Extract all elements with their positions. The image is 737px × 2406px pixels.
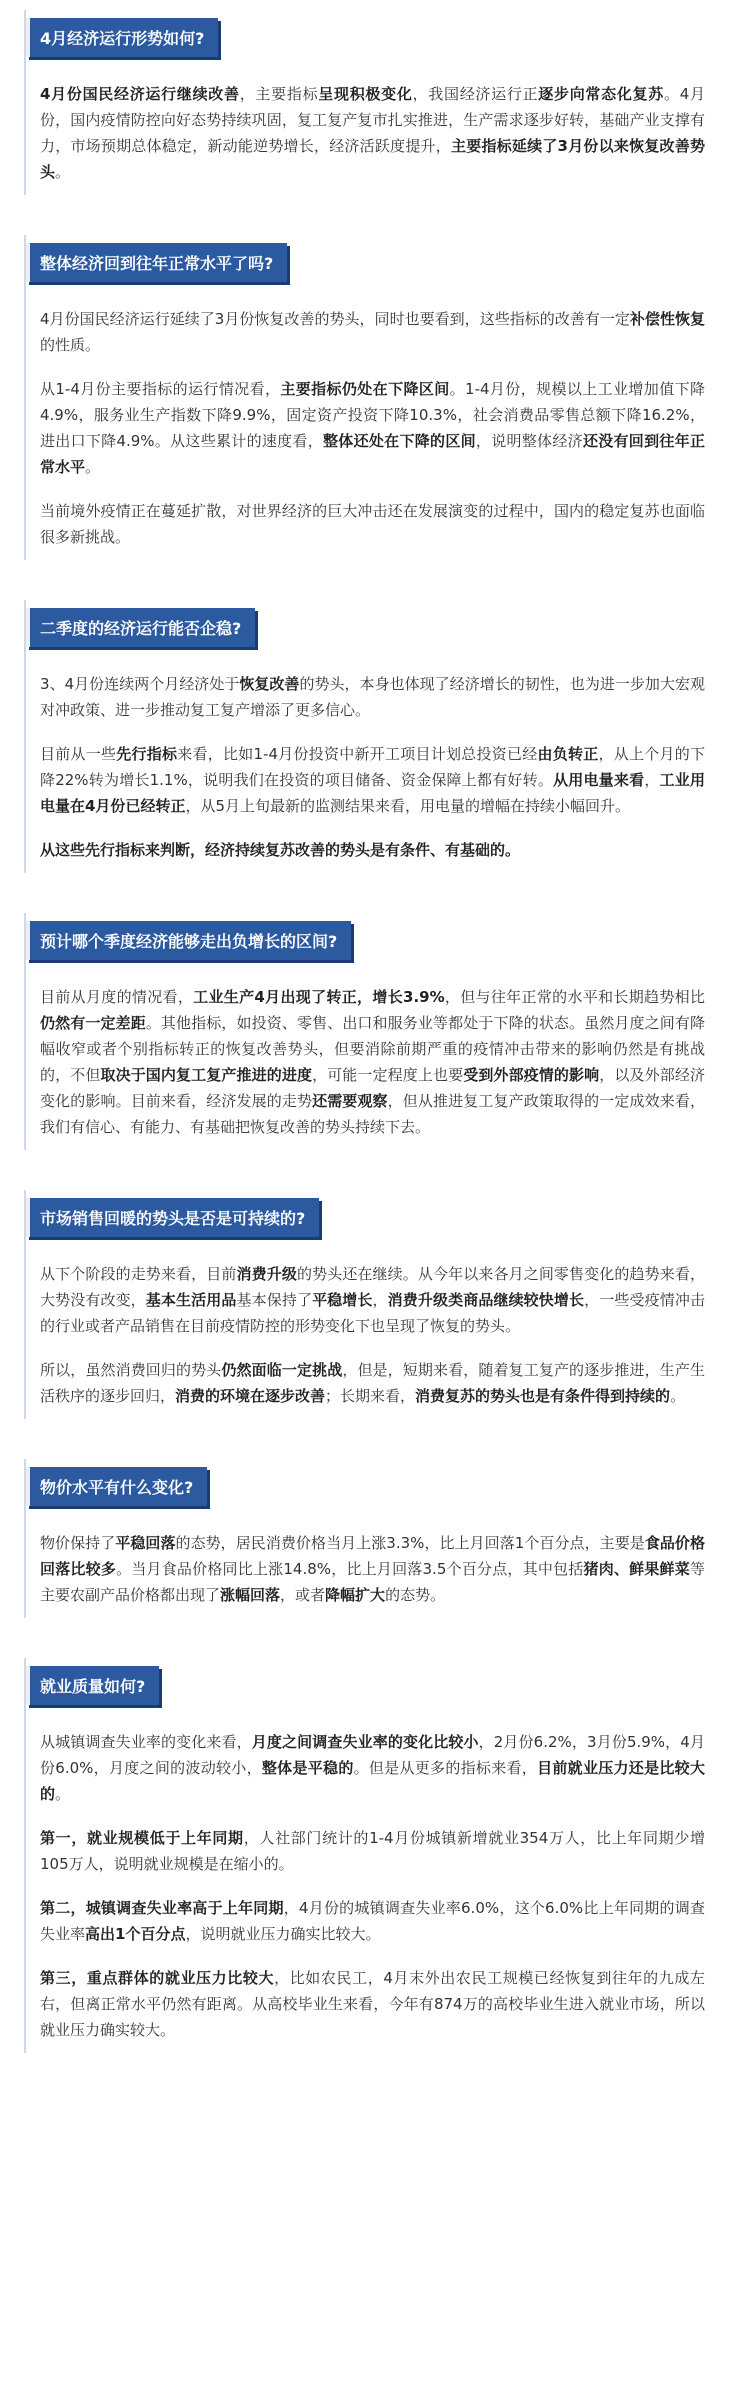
text: 等主要农副产品价格都出现了 [40,1560,705,1604]
text: ， [372,1291,388,1309]
section-heading: 4月经济运行形势如何? [26,18,218,57]
text: ，但与往年正常的水平和长期趋势相比 [444,988,705,1006]
text: 。 [85,458,101,476]
bold-text: 高出1个百分点 [85,1925,186,1943]
bold-text: 第三，重点群体的就业压力比较大 [40,1969,275,1987]
paragraph [40,671,705,723]
section-spacer [0,1618,737,1658]
text: ，从5月上旬最新的监测结果来看，用电量的增幅在持续小幅回升。 [185,797,630,815]
section-spacer [0,1150,737,1190]
article-section [24,913,713,1150]
bold-text: 先行指标 [116,745,178,763]
bold-text: 从这些先行指标来判断，经济持续复苏改善的势头是有条件、有基础的。 [40,841,521,859]
bold-text: 从用电量来看 [553,771,645,789]
article-section [24,10,713,195]
text: 的势头还在继续。从今年以来各月之间零售变化的趋势来看，大势没有改变， [40,1265,705,1309]
text: ，人社部门统计的1-4月份城镇新增就业354万人，比上年同期少增105万人，说明就业规模是在缩小的。 [40,1829,705,1873]
text: 。 [55,1785,71,1803]
bold-text: 猪肉、鲜果鲜菜 [583,1560,690,1578]
text: 。 [55,163,71,181]
bold-text: 工业用电量在4月份已经转正 [40,771,705,815]
bold-text: 取决于国内复工复产推进的进度 [100,1066,313,1084]
paragraph [40,1825,705,1877]
article-section [24,1658,713,2053]
text: ，以及外部经济变化的影响。目前来看，经济发展的走势 [40,1066,705,1110]
bold-text: 第一，就业规模低于上年同期 [40,1829,244,1847]
text: 所以，虽然消费回归的势头 [40,1361,222,1379]
text: 。但是从更多的指标来看， [353,1759,538,1777]
article-section [24,1190,713,1419]
text: 从1-4月份主要指标的运行情况看， [40,380,281,398]
bold-text: 月度之间调查失业率的变化比较小 [251,1733,479,1751]
text: ，我国经济运行正 [412,85,539,103]
text: 的态势，居民消费价格当月上涨3.3%，比上月回落1个百分点，主要是 [175,1534,645,1552]
text: ，说明就业压力确实比较大。 [185,1925,381,1943]
section-spacer [0,873,737,913]
bold-text: 消费升级 [236,1265,297,1283]
bold-text: 消费复苏的势头也是有条件得到持续的 [415,1387,671,1405]
bold-text: 消费升级类商品继续较快增长 [387,1291,585,1309]
text: 基本保持了 [236,1291,313,1309]
article-section [24,235,713,560]
article-section [24,600,713,873]
text: 。1-4月份，规模以上工业增加值下降4.9%，服务业生产指数下降9.9%，固定资产投资下降10.3%，社会消费品零售总额下降16.2%，进出口下降4.9%。从这些累计的速度看， [40,380,705,450]
paragraph [40,984,705,1140]
paragraph [40,837,705,863]
text: 。其他指标，如投资、零售、出口和服务业等都处于下降的状态。虽然月度之间有降幅收窄或者个别指标转正的恢复改善势头，但要消除前期严重的疫情冲击带来的影响仍然是有挑战的，不但 [40,1014,705,1084]
bold-text: 基本生活用品 [145,1291,237,1309]
text: 物价保持了 [40,1534,116,1552]
section-spacer [0,1419,737,1459]
bold-text: 还没有回到往年正常水平 [40,432,705,476]
bold-text: 目前就业压力还是比较大的 [40,1759,705,1803]
text: ，但从推进复工复产政策取得的一定成效来看，我们有信心、有能力、有基础把恢复改善的势头持续下去。 [40,1092,705,1136]
paragraph [40,1729,705,1807]
bold-text: 补偿性恢复 [629,310,705,328]
paragraph [40,81,705,185]
bold-text: 主要指标仍处在下降区间 [280,380,450,398]
paragraph [40,1530,705,1608]
bold-text: 主要指标延续了3月份以来恢复改善势头 [40,137,705,181]
bold-text: 4月份国民经济运行继续改善 [40,85,240,103]
paragraph [40,1895,705,1947]
text: ，主要指标 [239,85,319,103]
section-body [40,81,705,185]
text: 。 [670,1387,686,1405]
bold-text: 涨幅回落 [220,1586,281,1604]
bold-text: 还需要观察 [312,1092,388,1110]
bold-text: 降幅扩大 [325,1586,386,1604]
text: ，一些受疫情冲击的行业或者产品销售在目前疫情防控的形势变化下也呈现了恢复的势头。 [40,1291,705,1335]
paragraph [40,1357,705,1409]
bold-text: 消费的环境在逐步改善 [175,1387,326,1405]
text: ，2月份6.2%，3月份5.9%，4月份6.0%，月度之间的波动较小， [40,1733,705,1777]
section-heading: 整体经济回到往年正常水平了吗? [26,243,287,282]
text: 3、4月份连续两个月经济处于 [40,675,240,693]
text: 。4月份，国内疫情防控向好态势持续巩固，复工复产复市扎实推进，生产需求逐步好转，基础产业支撑有力，市场预期总体稳定，新动能逆势增长，经济活跃度提升， [40,85,705,155]
bold-text: 呈现积极变化 [318,85,413,103]
bold-text: 整体还处在下降的区间 [323,432,476,450]
section-heading: 二季度的经济运行能否企稳? [26,608,255,647]
section-body [40,1530,705,1608]
section-heading: 物价水平有什么变化? [26,1467,207,1506]
text: ；长期来看， [325,1387,416,1405]
paragraph [40,376,705,480]
paragraph [40,741,705,819]
bold-text: 仍然面临一定挑战 [221,1361,343,1379]
text: 目前从月度的情况看， [40,988,194,1006]
text: 的势头，本身也体现了经济增长的韧性，也为进一步加大宏观对冲政策、进一步推动复工复产增添了更多信心。 [40,675,705,719]
bold-text: 工业生产4月出现了转正，增长3.9% [193,988,445,1006]
bold-text: 食品价格回落比较多 [40,1534,705,1578]
section-body [40,984,705,1140]
text: ， [644,771,660,789]
text: 4月份国民经济运行延续了3月份恢复改善的势头，同时也要看到，这些指标的改善有一定 [40,310,630,328]
text: 从下个阶段的走势来看，目前 [40,1265,237,1283]
article-section [24,1459,713,1618]
text: 目前从一些 [40,745,117,763]
text: ，但是，短期来看，随着复工复产的逐步推进，生产生活秩序的逐步回归， [40,1361,705,1405]
paragraph [40,1261,705,1339]
bold-text: 由负转正 [537,745,599,763]
text: ，从上个月的下降22%转为增长1.1%，说明我们在投资的项目储备、资金保障上都有好转。 [40,745,705,789]
text: 来看，比如1-4月份投资中新开工项目计划总投资已经 [177,745,538,763]
bold-text: 受到外部疫情的影响 [463,1066,600,1084]
bold-text: 整体是平稳的 [261,1759,354,1777]
section-body [40,1261,705,1409]
section-body [40,1729,705,2043]
bold-text: 逐步向常态化复苏 [538,85,664,103]
text: 。当月食品价格同比上涨14.8%，比上月回落3.5个百分点，其中包括 [116,1560,584,1578]
text: 的态势。 [385,1586,446,1604]
text: ，说明整体经济 [475,432,583,450]
section-heading: 就业质量如何? [26,1666,159,1705]
bold-text: 恢复改善 [239,675,300,693]
paragraph [40,306,705,358]
bold-text: 平稳增长 [312,1291,373,1309]
section-spacer [0,195,737,235]
text: ，4月份的城镇调查失业率6.0%，这个6.0%比上年同期的调查失业率 [40,1899,705,1943]
section-heading: 预计哪个季度经济能够走出负增长的区间? [26,921,351,960]
section-spacer [0,560,737,600]
section-body [40,671,705,863]
section-heading: 市场销售回暖的势头是否是可持续的? [26,1198,319,1237]
text: ，或者 [280,1586,326,1604]
text: 从城镇调查失业率的变化来看， [40,1733,252,1751]
paragraph [40,498,705,550]
paragraph [40,1965,705,2043]
text: 的性质。 [40,336,101,354]
bold-text: 仍然有一定差距 [40,1014,146,1032]
section-body [40,306,705,550]
text: ，可能一定程度上也要 [312,1066,464,1084]
text: ，比如农民工，4月末外出农民工规模已经恢复到往年的九成左右，但离正常水平仍然有距离。从高校毕业生来看，今年有874万的高校毕业生进入就业市场，所以就业压力确实较大。 [40,1969,705,2039]
text: 当前境外疫情正在蔓延扩散，对世界经济的巨大冲击还在发展演变的过程中，国内的稳定复苏也面临很多新挑战。 [40,502,705,546]
bold-text: 第二，城镇调查失业率高于上年同期 [40,1899,284,1917]
bold-text: 平稳回落 [115,1534,176,1552]
